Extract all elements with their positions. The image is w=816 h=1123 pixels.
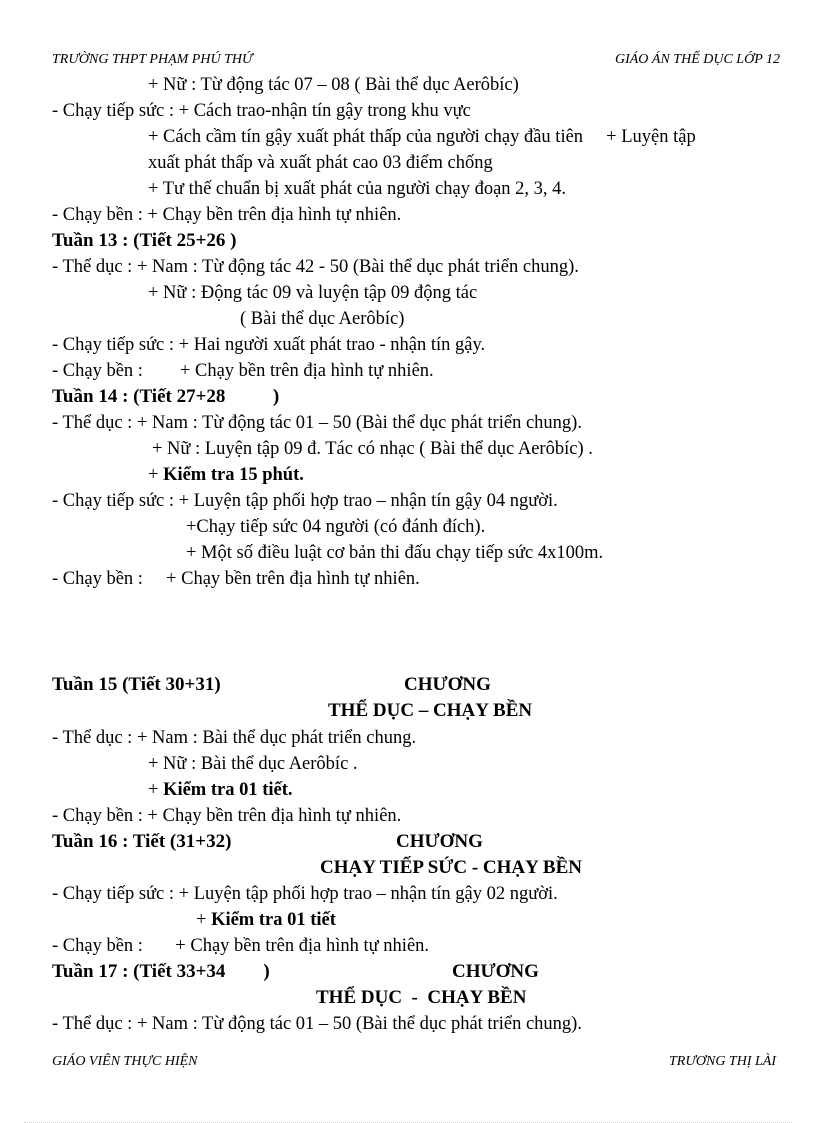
text-line: - Chạy bền : + Chạy bền trên địa hình tự nhiên. [52, 806, 402, 826]
text-line: - Chạy tiếp sức : + Luyện tập phối hợp trao – nhận tín gậy 02 người. [52, 884, 558, 904]
plus-mark: + [148, 780, 164, 800]
text-line: + Nữ : Luyện tập 09 đ. Tác có nhạc ( Bài thể dục Aerôbíc) . [152, 439, 593, 459]
week-heading: Tuần 13 : (Tiết 25+26 ) [52, 230, 237, 251]
text-line [196, 909, 336, 931]
footer-teacher-label: GIÁO VIÊN THỰC HIỆN [52, 1054, 198, 1069]
footer-teacher-name: TRƯƠNG THỊ LÀI [668, 1054, 776, 1069]
week-heading: Tuần 17 : (Tiết 33+34 ) [52, 961, 270, 982]
chapter-label: CHƯƠNG [404, 674, 491, 695]
chapter-label: CHƯƠNG [396, 831, 483, 852]
text-line: - Chạy tiếp sức : + Hai người xuất phát trao - nhận tín gậy. [52, 335, 486, 355]
text-line: - Chạy bền : + Chạy bền trên địa hình tự nhiên. [52, 569, 420, 589]
week-heading: Tuần 16 : Tiết (31+32) [52, 831, 232, 852]
text-line: + Tư thế chuẩn bị xuất phát của người chạy đoạn 2, 3, 4. [148, 179, 567, 199]
text-line: - Chạy bền : + Chạy bền trên địa hình tự nhiên. [52, 361, 434, 381]
text-line: - Chạy bền : + Chạy bền trên địa hình tự nhiên. [52, 936, 430, 956]
text-line: - Thể dục : + Nam : Từ động tác 42 - 50 (Bài thể dục phát triển chung). [52, 257, 579, 277]
chapter-title: CHẠY TIẾP SỨC - CHẠY BỀN [320, 857, 582, 878]
text-line: - Chạy tiếp sức : + Cách trao-nhận tín gậy trong khu vực [52, 101, 471, 121]
text-line [148, 779, 293, 801]
text-line: + Nữ : Từ động tác 07 – 08 ( Bài thể dục Aerôbíc) [148, 75, 519, 95]
text-line: - Thể dục : + Nam : Từ động tác 01 – 50 (Bài thể dục phát triển chung). [52, 1014, 582, 1034]
text-line: - Thể dục : + Nam : Từ động tác 01 – 50 (Bài thể dục phát triển chung). [52, 413, 582, 433]
text-line: +Chạy tiếp sức 04 người (có đánh đích). [186, 517, 486, 537]
text-line: + Một số điều luật cơ bản thi đấu chạy tiếp sức 4x100m. [186, 543, 604, 563]
text-line: - Chạy bền : + Chạy bền trên địa hình tự nhiên. [52, 205, 402, 225]
text-line: xuất phát thấp và xuất phát cao 03 điểm chống [148, 153, 493, 173]
text-line [148, 464, 304, 486]
text-line: + Nữ : Bài thể dục Aerôbíc . [148, 754, 358, 774]
text-line: - Thể dục : + Nam : Bài thể dục phát triển chung. [52, 728, 417, 748]
chapter-label: CHƯƠNG [452, 961, 539, 982]
week-heading: Tuần 15 (Tiết 30+31) [52, 674, 221, 695]
plus-mark: + [196, 910, 212, 930]
bold-text: Kiểm tra 01 tiết [211, 910, 336, 930]
bold-text: Kiểm tra 15 phút. [163, 465, 304, 485]
text-line: + Cách cầm tín gậy xuất phát thấp của người chạy đầu tiên + Luyện tập [148, 127, 696, 147]
chapter-title: THỂ DỤC – CHẠY BỀN [328, 700, 533, 721]
text-line: - Chạy tiếp sức : + Luyện tập phối hợp trao – nhận tín gậy 04 người. [52, 491, 558, 511]
text-line: ( Bài thể dục Aerôbíc) [240, 309, 405, 329]
bold-text: Kiểm tra 01 tiết. [163, 780, 293, 800]
header-school: TRƯỜNG THPT PHẠM PHÚ THỨ [52, 52, 253, 67]
text-line: + Nữ : Động tác 09 và luyện tập 09 động tác [148, 283, 478, 303]
week-heading: Tuần 14 : (Tiết 27+28 ) [52, 386, 280, 407]
plus-mark: + [148, 465, 164, 485]
header-title: GIÁO ÁN THỂ DỤC LỚP 12 [614, 52, 780, 67]
chapter-title: THỂ DỤC - CHẠY BỀN [316, 987, 527, 1008]
